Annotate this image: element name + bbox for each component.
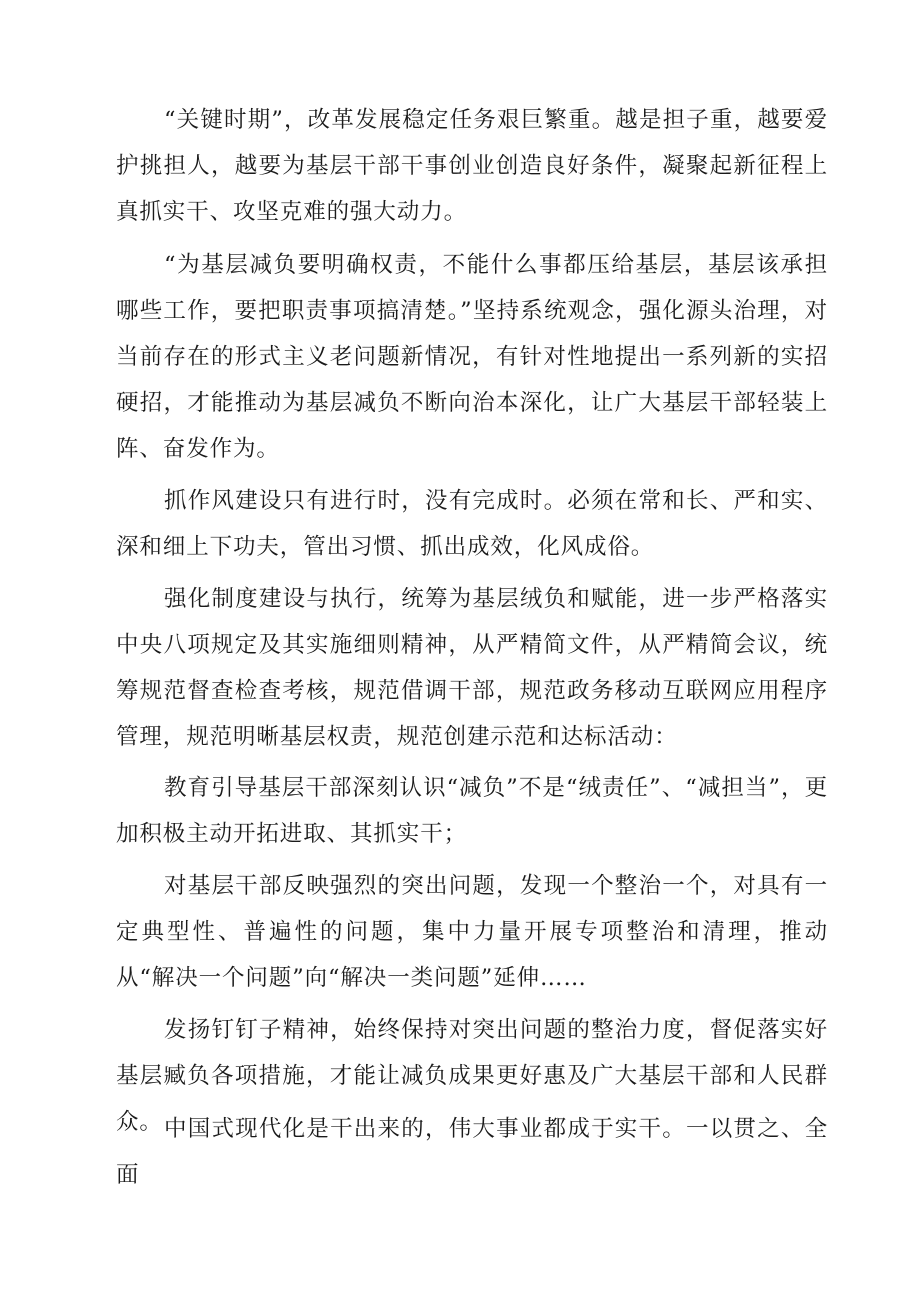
paragraph-3: 抓作风建设只有进行时，没有完成时。必须在常和长、严和实、深和细上下功夫，管出习惯、抓出成效，化风成俗。 xyxy=(116,488,828,560)
paragraph-2: “为基层减负要明确权责，不能什么事都压给基层，基层该承担哪些工作，要把职责事项搞清楚。”坚持系统观念，强化源头治理，对当前存在的形式主义老问题新情况，有针对性地提出一系列新的实招硬招，才能推动为基层减负不断向治本深化，让广大基层干部轻装上阵、奋发作为。 xyxy=(116,252,828,462)
paragraph-6: 对基层干部反映强烈的突出问题，发现一个整治一个，对具有一定典型性、普遍性的问题，集中力量开展专项整治和清理，推动从“解决一个问题”向“解决一类问题”延伸…… xyxy=(116,873,828,991)
paragraph-1: “关键时期”，改革发展稳定任务艰巨繁重。越是担子重，越要爱护挑担人，越要为基层干部干事创业创造良好条件，凝聚起新征程上真抓实干、攻坚克难的强大动力。 xyxy=(116,107,828,225)
paragraph-5: 教育引导基层干部深刻认识“减负”不是“绒责任”、“减担当”，更加积极主动开拓进取、其抓实干； xyxy=(116,775,828,847)
paragraph-8: 中国式现代化是干出来的，伟大事业都成于实干。一以贯之、全面 xyxy=(116,1116,828,1188)
paragraph-4: 强化制度建设与执行，统筹为基层绒负和赋能，进一步严格落实中央八项规定及其实施细则精神，从严精简文件，从严精简会议，统筹规范督查检查考核，规范借调干部，规范政务移动互联网应用程序管理，规范明晰基层权责，规范创建示范和达标活动： xyxy=(116,586,828,750)
paragraph-7: 发扬钉钉子精神，始终保持对突出问题的整治力度，督促落实好基层臧负各项措施，才能让减负成果更好惠及广大基层干部和人民群众。 xyxy=(116,1017,828,1135)
